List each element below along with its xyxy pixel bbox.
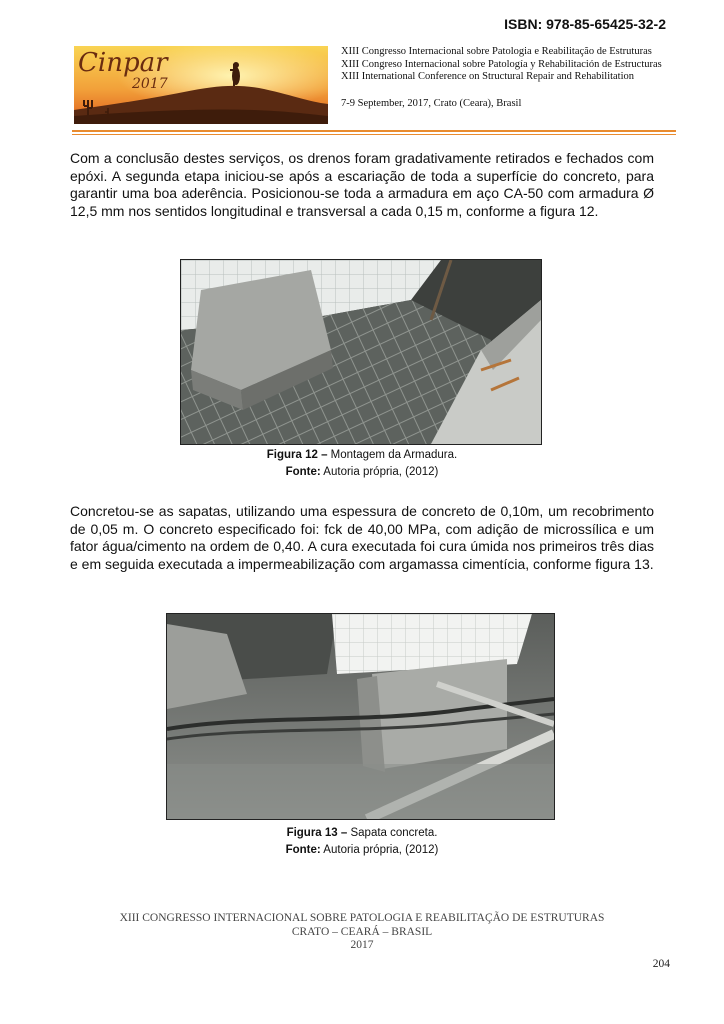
figure-12-source bbox=[0, 464, 724, 481]
figure-13-caption-text: Sapata concreta. bbox=[347, 827, 438, 839]
footer-line-2: CRATO – CEARÁ – BRASIL bbox=[291, 925, 433, 938]
conference-line-en: XIII International Conference on Structural Repair and Rehabilitation bbox=[341, 71, 635, 82]
figure-12-source-text: Autoria própria, (2012) bbox=[320, 466, 439, 478]
figure-12-label: Figura 12 – bbox=[266, 449, 328, 461]
header-rule-top bbox=[72, 130, 676, 132]
figure-13-source bbox=[0, 842, 724, 859]
paragraph-1: Com a conclusão destes serviços, os drenos foram gradativamente retirados e fechados com epóxi. A segunda etapa iniciou-se após a escariação de toda a superfície do concreto, para garantir uma boa aderência. Posicionou-se toda a armadura em aço CA-50 com armadura Ø 12,5 mm nos sentidos longitudinal e transversal a cada 0,15 m, conforme a figura 12. bbox=[70, 150, 654, 219]
figure-12-caption-text: Montagem da Armadura. bbox=[327, 449, 458, 461]
figure-12-caption bbox=[0, 447, 724, 464]
figure-12-photo bbox=[180, 259, 542, 445]
logo-year: 2017 bbox=[132, 76, 168, 92]
paragraph-2: Concretou-se as sapatas, utilizando uma espessura de concreto de 0,10m, um recobrimento de 0,05 m. O concreto especificado foi: fck de 40,00 MPa, com adição de microssílica e um fator água/cimento na ordem de 0,40. A cura executada foi cura úmida nos primeiros três dias e em seguida executada a impermeabilização com argamassa cimentícia, conforme figura 13. bbox=[70, 503, 654, 572]
figure-13-source-label: Fonte: bbox=[285, 844, 321, 856]
figure-13-photo bbox=[166, 613, 555, 820]
figure-12-source-label: Fonte: bbox=[285, 466, 321, 478]
figure-13-caption bbox=[0, 825, 724, 842]
figure-13-label: Figura 13 – bbox=[286, 827, 348, 839]
conference-line-pt: XIII Congresso Internacional sobre Patologia e Reabilitação de Estruturas bbox=[341, 46, 652, 57]
header-rule-bottom bbox=[72, 134, 676, 135]
conference-line-es: XIII Congreso Internacional sobre Patología y Rehabilitación de Estructuras bbox=[341, 58, 662, 70]
footer-line-1: XIII CONGRESSO INTERNACIONAL SOBRE PATOLOGIA E REABILITAÇÃO DE ESTRUTURAS bbox=[119, 912, 605, 924]
cinpar-logo bbox=[74, 46, 328, 124]
logo-text: Cinpar bbox=[78, 48, 168, 78]
isbn: ISBN: 978-85-65425-32-2 bbox=[504, 16, 666, 32]
conference-date-place: 7-9 September, 2017, Crato (Ceara), Brasil bbox=[341, 97, 522, 109]
footer-line-3: 2017 bbox=[350, 939, 374, 951]
page-number: 204 bbox=[652, 958, 670, 970]
figure-13-source-text: Autoria própria, (2012) bbox=[320, 844, 439, 856]
conference-info bbox=[341, 46, 662, 110]
page-footer bbox=[0, 912, 724, 953]
